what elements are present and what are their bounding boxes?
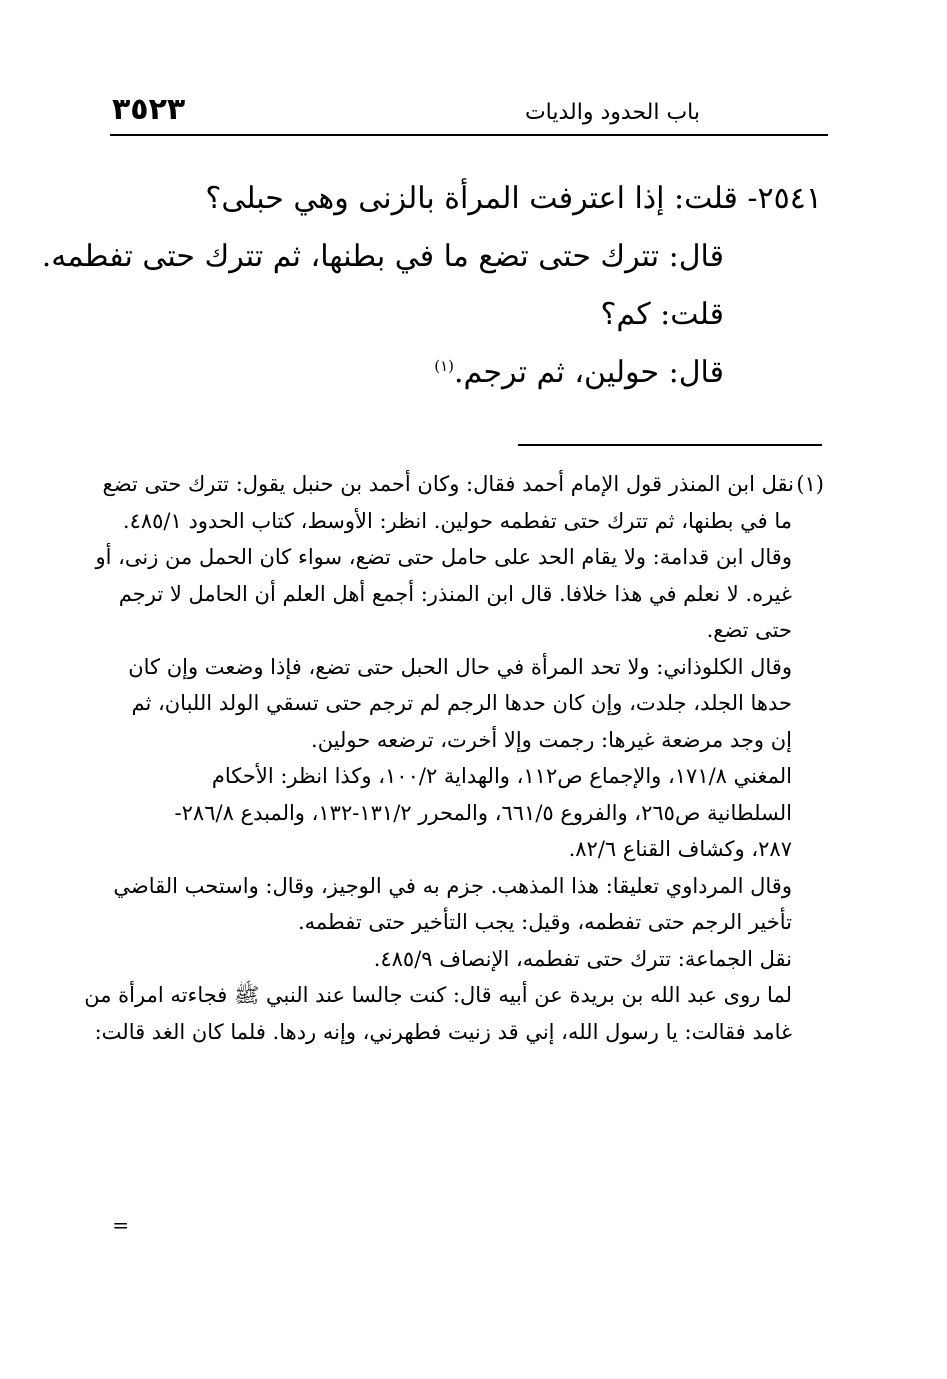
footnote-line: غيره. لا نعلم في هذا خلافا. قال ابن المنذر: أجمع أهل العلم أن الحامل لا ترجم [118,581,792,606]
footnote-line: تأخير الرجم حتى تفطمه، وقيل: يجب التأخير حتى تفطمه. [297,910,792,934]
answer-line: قال: تترك حتى تضع ما في بطنها، ثم تترك حتى تفطمه. [41,239,724,274]
footnote-text: نقل ابن المنذر قول الإمام أحمد فقال: وكان أحمد بن حنبل يقول: تترك حتى تضع [102,472,794,496]
continuation-mark: = [112,1213,129,1237]
header-divider [110,134,828,136]
footnote-line: وقال ابن قدامة: ولا يقام الحد على حامل حتى تضع، سواء كان الحمل من زنى، أو [95,545,792,569]
question-text: قلت: إذا اعترفت المرأة بالزنى وهي حبلى؟ [205,181,738,216]
page-number: ٣٥٢٣ [112,92,186,127]
footnote-line: وقال الكلوذاني: ولا تحد المرأة في حال الحبل حتى تضع، فإذا وضعت وإن كان [128,654,792,679]
page-header [108,88,820,132]
followup-answer-text: قال: حولين، ثم ترجم. [453,355,724,390]
footnote-line: ٢٨٧، وكشاف القناع ٨٢/٦. [568,837,792,861]
footnote-line: حدها الجلد، جلدت، وإن كان حدها الرجم لم ترجم حتى تسقي الولد اللبان، ثم [131,691,792,715]
footnote-section [84,466,824,1050]
footnote-line: غامد فقالت: يا رسول الله، إني قد زنيت فطهرني، وإنه ردها. فلما كان الغد قالت: [94,1019,792,1044]
footnote-divider [518,444,822,446]
footnote-line: نقل الجماعة: تترك حتى تفطمه، الإنصاف ٤٨٥/٩. [373,946,792,971]
followup-question-line: قلت: كم؟ [600,297,724,332]
followup-answer-line [110,344,822,402]
footnote-reference[interactable]: (١) [434,357,454,375]
footnote-line: وقال المرداوي تعليقا: هذا المذهب. جزم به في الوجيز، وقال: واستحب القاضي [113,873,792,898]
main-text [41,170,822,402]
footnote-line [102,466,824,503]
footnote-line: لما روى عبد الله بن بريدة عن أبيه قال: كنت جالسا عند النبي ﷺ فجاءته امرأة من [84,983,792,1007]
question-number: ٢٥٤١- [747,181,822,216]
footnote-marker: (١) [796,472,824,496]
footnote-line: المغني ١٧١/٨، والإجماع ص١١٢، والهداية ١٠٠/٢، وكذا انظر: الأحكام [211,764,792,788]
footnote-line: ما في بطنها، ثم تترك حتى تفطمه حولين. انظر: الأوسط، كتاب الحدود ٤٨٥/١. [122,508,792,533]
footnote-line: حتى تضع. [706,618,792,642]
footnote-line: إن وجد مرضعة غيرها: رجمت وإلا أخرت، ترضعه حولين. [311,727,792,752]
footnote-line: السلطانية ص٢٦٥، والفروع ٦٦١/٥، والمحرر ١٣١/٢-١٣٢، والمبدع ٢٨٦/٨- [174,800,792,825]
chapter-title: باب الحدود والديات [524,100,700,125]
question-line [110,170,822,228]
